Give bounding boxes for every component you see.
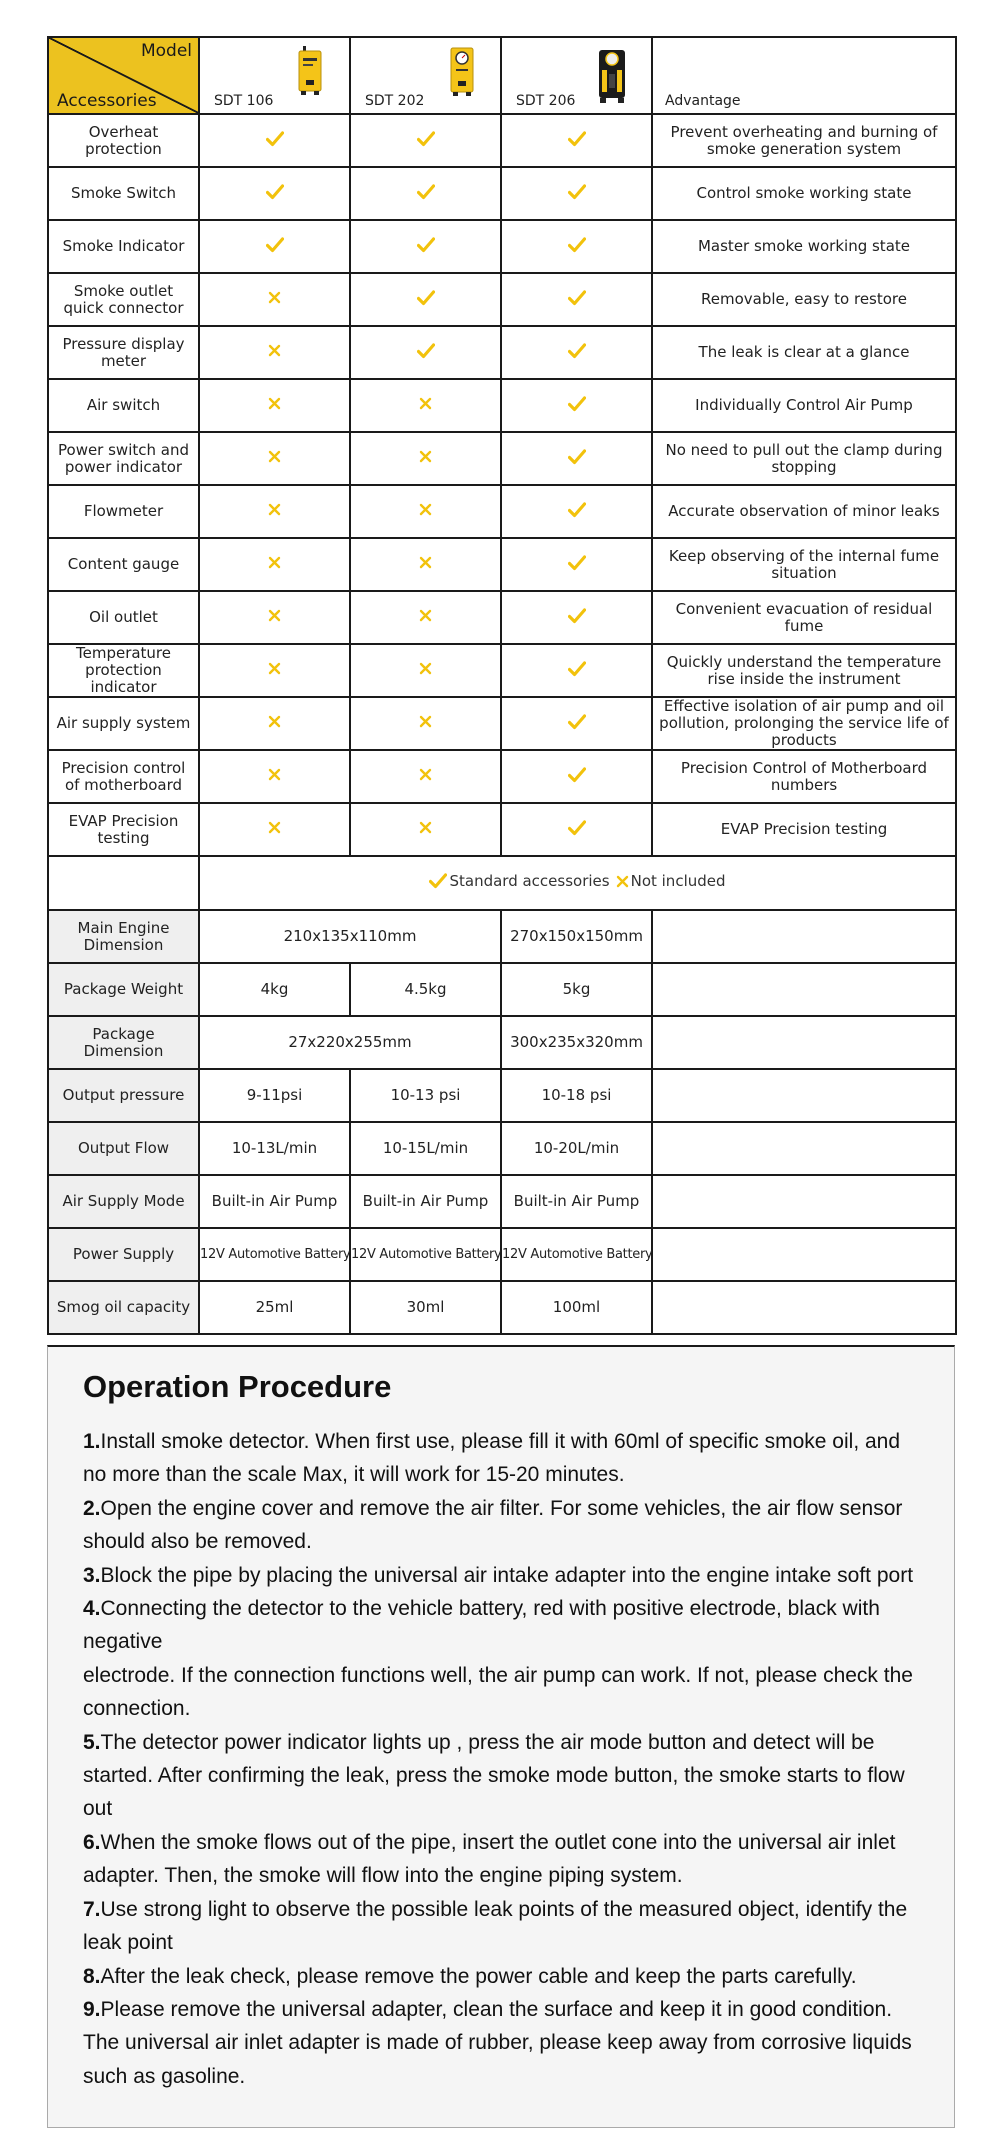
feature-advantage: Prevent overheating and burning of smoke generation system: [652, 114, 956, 167]
feature-mark-cell: [199, 803, 350, 856]
check-icon: [417, 131, 435, 147]
spec-value: Built-in Air Pump: [199, 1175, 350, 1228]
cross-icon: [268, 503, 281, 516]
feature-name: Content gauge: [48, 538, 199, 591]
step-number: 7.: [83, 1897, 101, 1921]
step-text: The detector power indicator lights up , press the air mode button and detect will be started. After confirming the leak, press the smoke mode button, the smoke starts to flow out: [83, 1730, 905, 1821]
feature-advantage: Keep observing of the internal fume situation: [652, 538, 956, 591]
procedure-step-continuation: electrode. If the connection functions well, the air pump can work. If not, please check the connection.: [83, 1663, 913, 1721]
feature-mark-cell: [199, 538, 350, 591]
procedure-step: [83, 1559, 928, 1592]
feature-mark-cell: [350, 273, 501, 326]
check-icon: [568, 714, 586, 730]
spec-value: 270x150x150mm: [501, 910, 652, 963]
feature-mark-cell: [199, 220, 350, 273]
legend-cell: [199, 856, 956, 910]
sdt202-label: SDT 202: [365, 93, 425, 109]
model-accessories-corner: [48, 37, 199, 114]
feature-mark-cell: [501, 379, 652, 432]
spec-row-package-dimension: [48, 1016, 956, 1069]
check-icon: [417, 237, 435, 253]
cross-icon: [419, 556, 432, 569]
legend-blank-cell: [48, 856, 199, 910]
advantage-header: Advantage: [665, 93, 741, 109]
feature-row: [48, 220, 956, 273]
spec-value: 10-20L/min: [501, 1122, 652, 1175]
spec-value: 10-15L/min: [350, 1122, 501, 1175]
model-label: Model: [140, 41, 192, 61]
feature-advantage: Precision Control of Motherboard numbers: [652, 750, 956, 803]
step-number: 5.: [83, 1730, 101, 1754]
spec-value: 100ml: [501, 1281, 652, 1334]
check-icon: [417, 184, 435, 200]
feature-advantage: Accurate observation of minor leaks: [652, 485, 956, 538]
step-text: Use strong light to observe the possible leak points of the measured object, identify the leak point: [83, 1897, 908, 1955]
spec-row-output-flow: [48, 1122, 956, 1175]
cross-icon: [419, 768, 432, 781]
check-icon: [266, 237, 284, 253]
cross-icon: [419, 450, 432, 463]
feature-row: [48, 644, 956, 697]
feature-name: Air supply system: [48, 697, 199, 750]
header-row: [48, 37, 956, 114]
feature-name: Overheat protection: [48, 114, 199, 167]
check-icon: [568, 184, 586, 200]
spec-label: Main Engine Dimension: [48, 910, 199, 963]
spec-value: Built-in Air Pump: [501, 1175, 652, 1228]
feature-row: [48, 326, 956, 379]
spec-value: 4.5kg: [350, 963, 501, 1016]
cross-icon: [419, 609, 432, 622]
sdt106-label: SDT 106: [214, 93, 274, 109]
feature-row: [48, 379, 956, 432]
feature-advantage: Effective isolation of air pump and oil pollution, prolonging the service life of products: [652, 697, 956, 750]
spec-value: 5kg: [501, 963, 652, 1016]
feature-mark-cell: [199, 644, 350, 697]
check-icon: [568, 608, 586, 624]
cross-icon: [268, 715, 281, 728]
feature-mark-cell: [501, 167, 652, 220]
feature-mark-cell: [199, 750, 350, 803]
feature-name: EVAP Precision testing: [48, 803, 199, 856]
feature-name: Precision control of motherboard: [48, 750, 199, 803]
feature-mark-cell: [350, 114, 501, 167]
operation-procedure: [47, 1345, 955, 2128]
check-icon: [568, 767, 586, 783]
legend-row: [48, 856, 956, 910]
step-number: 4.: [83, 1597, 101, 1621]
spec-row-air-supply-mode: [48, 1175, 956, 1228]
spec-label: Output Flow: [48, 1122, 199, 1175]
feature-mark-cell: [199, 114, 350, 167]
check-icon: [417, 343, 435, 359]
step-number: 8.: [83, 1964, 101, 1988]
sdt202-product-icon: [450, 46, 474, 98]
feature-name: Flowmeter: [48, 485, 199, 538]
spec-label: Power Supply: [48, 1228, 199, 1281]
feature-row: [48, 591, 956, 644]
step-text: After the leak check, please remove the power cable and keep the parts carefully.: [100, 1964, 857, 1988]
spec-value: 9-11psi: [199, 1069, 350, 1122]
feature-name: Temperature protection indicator: [48, 644, 199, 697]
check-icon: [266, 184, 284, 200]
cross-icon: [268, 450, 281, 463]
legend-standard-label: Standard accessories: [449, 871, 610, 890]
spec-empty-cell: [652, 1228, 956, 1281]
procedure-steps: [83, 1425, 928, 2093]
feature-mark-cell: [501, 644, 652, 697]
feature-mark-cell: [350, 697, 501, 750]
feature-mark-cell: [501, 273, 652, 326]
spec-empty-cell: [652, 1069, 956, 1122]
feature-advantage: EVAP Precision testing: [652, 803, 956, 856]
product-cell-sdt202: [350, 37, 501, 114]
step-number: 3.: [83, 1563, 101, 1587]
feature-name: Power switch and power indicator: [48, 432, 199, 485]
spec-value: Built-in Air Pump: [350, 1175, 501, 1228]
feature-mark-cell: [350, 538, 501, 591]
feature-advantage: Convenient evacuation of residual fume: [652, 591, 956, 644]
check-icon: [568, 820, 586, 836]
spec-label: Output pressure: [48, 1069, 199, 1122]
step-number: 9.: [83, 1997, 101, 2021]
check-icon: [568, 131, 586, 147]
spec-label: Package Dimension: [48, 1016, 199, 1069]
advantage-header-cell: [652, 37, 956, 114]
feature-mark-cell: [199, 697, 350, 750]
spec-value: 12V Automotive Battery: [350, 1228, 501, 1281]
spec-row-power-supply: [48, 1228, 956, 1281]
feature-mark-cell: [350, 326, 501, 379]
feature-mark-cell: [501, 432, 652, 485]
sdt206-label: SDT 206: [516, 93, 576, 109]
spec-row-package-weight: [48, 963, 956, 1016]
feature-row: [48, 538, 956, 591]
feature-row: [48, 803, 956, 856]
feature-name: Air switch: [48, 379, 199, 432]
procedure-step: [83, 1425, 928, 1492]
spec-empty-cell: [652, 910, 956, 963]
feature-row: [48, 432, 956, 485]
spec-value: 10-18 psi: [501, 1069, 652, 1122]
feature-name: Smoke Indicator: [48, 220, 199, 273]
feature-mark-cell: [199, 273, 350, 326]
step-number: 6.: [83, 1830, 101, 1854]
step-text: Please remove the universal adapter, clean the surface and keep it in good condition. The universal air inlet adapter is made of rubber, please keep away from corrosive liquids such as gasoline.: [83, 1997, 912, 2088]
cross-icon: [268, 556, 281, 569]
procedure-step: [83, 1492, 928, 1559]
sdt106-product-icon: [298, 46, 322, 96]
feature-mark-cell: [501, 114, 652, 167]
check-icon: [568, 396, 586, 412]
procedure-step: [83, 1826, 928, 1893]
procedure-title: Operation Procedure: [83, 1369, 392, 1404]
step-number: 1.: [83, 1430, 101, 1453]
legend-standard: [429, 873, 609, 890]
sdt206-product-icon: [597, 46, 627, 104]
check-icon: [266, 131, 284, 147]
feature-mark-cell: [350, 644, 501, 697]
feature-advantage: No need to pull out the clamp during stopping: [652, 432, 956, 485]
step-text: Block the pipe by placing the universal air intake adapter into the engine intake soft port: [100, 1563, 914, 1587]
check-icon: [568, 237, 586, 253]
spec-value: 12V Automotive Battery: [199, 1228, 350, 1281]
check-icon: [568, 290, 586, 306]
feature-mark-cell: [501, 538, 652, 591]
check-icon: [568, 661, 586, 677]
spec-empty-cell: [652, 1281, 956, 1334]
feature-mark-cell: [199, 591, 350, 644]
spec-value: 27x220x255mm: [199, 1016, 501, 1069]
comparison-table: [47, 36, 957, 1335]
feature-row: [48, 485, 956, 538]
spec-empty-cell: [652, 1175, 956, 1228]
cross-icon: [268, 821, 281, 834]
cross-icon: [268, 609, 281, 622]
cross-icon: [419, 821, 432, 834]
feature-mark-cell: [350, 803, 501, 856]
spec-empty-cell: [652, 963, 956, 1016]
check-icon: [429, 873, 447, 889]
feature-name: Oil outlet: [48, 591, 199, 644]
spec-label: Air Supply Mode: [48, 1175, 199, 1228]
feature-row: [48, 750, 956, 803]
cross-icon: [419, 715, 432, 728]
feature-name: Smoke Switch: [48, 167, 199, 220]
product-cell-sdt106: [199, 37, 350, 114]
cross-icon: [268, 344, 281, 357]
step-text: When the smoke flows out of the pipe, insert the outlet cone into the universal air inlet adapter. Then, the smoke will flow into the engine piping system.: [83, 1830, 896, 1888]
procedure-step: [83, 1592, 928, 1659]
feature-mark-cell: [350, 591, 501, 644]
feature-row: [48, 167, 956, 220]
cross-icon: [616, 875, 629, 888]
procedure-step: [83, 1960, 928, 1993]
cross-icon: [268, 397, 281, 410]
cross-icon: [419, 662, 432, 675]
check-icon: [568, 555, 586, 571]
feature-mark-cell: [350, 485, 501, 538]
feature-mark-cell: [350, 379, 501, 432]
step-text: Open the engine cover and remove the air filter. For some vehicles, the air flow sensor should also be removed.: [83, 1496, 903, 1554]
feature-mark-cell: [350, 432, 501, 485]
spec-value: 25ml: [199, 1281, 350, 1334]
comparison-sheet: [47, 36, 955, 1335]
cross-icon: [419, 397, 432, 410]
accessories-label: Accessories: [57, 91, 157, 111]
legend-not-included: [616, 873, 726, 890]
spec-value: 300x235x320mm: [501, 1016, 652, 1069]
feature-advantage: Control smoke working state: [652, 167, 956, 220]
spec-row-main-engine: [48, 910, 956, 963]
step-text: Connecting the detector to the vehicle battery, red with positive electrode, black with negative: [83, 1597, 880, 1654]
feature-mark-cell: [199, 379, 350, 432]
spec-label: Package Weight: [48, 963, 199, 1016]
feature-mark-cell: [199, 326, 350, 379]
spec-value: 30ml: [350, 1281, 501, 1334]
procedure-step: [83, 1993, 928, 2093]
check-icon: [568, 502, 586, 518]
legend: [429, 873, 725, 890]
product-cell-sdt206: [501, 37, 652, 114]
feature-mark-cell: [199, 485, 350, 538]
feature-mark-cell: [350, 750, 501, 803]
legend-not-included-label: Not included: [630, 871, 726, 890]
feature-mark-cell: [350, 167, 501, 220]
feature-advantage: Quickly understand the temperature rise inside the instrument: [652, 644, 956, 697]
spec-row-smog-oil-capacity: [48, 1281, 956, 1334]
spec-value: 210x135x110mm: [199, 910, 501, 963]
step-text: Install smoke detector. When first use, please fill it with 60ml of specific smoke oil, and no more than the scale Max, it will work for 15-20 minutes.: [83, 1430, 901, 1487]
feature-advantage: Individually Control Air Pump: [652, 379, 956, 432]
spec-value: 4kg: [199, 963, 350, 1016]
feature-mark-cell: [501, 750, 652, 803]
feature-mark-cell: [350, 220, 501, 273]
feature-mark-cell: [501, 697, 652, 750]
step-number: 2.: [83, 1496, 101, 1520]
feature-row: [48, 273, 956, 326]
spec-label: Smog oil capacity: [48, 1281, 199, 1334]
spec-value: 10-13 psi: [350, 1069, 501, 1122]
check-icon: [417, 290, 435, 306]
feature-name: Pressure display meter: [48, 326, 199, 379]
cross-icon: [268, 291, 281, 304]
spec-empty-cell: [652, 1122, 956, 1175]
spec-empty-cell: [652, 1016, 956, 1069]
spec-value: 12V Automotive Battery: [501, 1228, 652, 1281]
feature-advantage: Master smoke working state: [652, 220, 956, 273]
spec-value: 10-13L/min: [199, 1122, 350, 1175]
procedure-step: [83, 1726, 928, 1826]
feature-mark-cell: [199, 167, 350, 220]
cross-icon: [419, 503, 432, 516]
spec-row-output-pressure: [48, 1069, 956, 1122]
feature-row: [48, 114, 956, 167]
feature-row: [48, 697, 956, 750]
feature-mark-cell: [501, 326, 652, 379]
feature-mark-cell: [501, 803, 652, 856]
procedure-step: [83, 1893, 928, 1960]
feature-advantage: The leak is clear at a glance: [652, 326, 956, 379]
cross-icon: [268, 768, 281, 781]
cross-icon: [268, 662, 281, 675]
check-icon: [568, 449, 586, 465]
feature-mark-cell: [199, 432, 350, 485]
feature-advantage: Removable, easy to restore: [652, 273, 956, 326]
feature-name: Smoke outlet quick connector: [48, 273, 199, 326]
feature-mark-cell: [501, 220, 652, 273]
feature-mark-cell: [501, 591, 652, 644]
check-icon: [568, 343, 586, 359]
feature-mark-cell: [501, 485, 652, 538]
